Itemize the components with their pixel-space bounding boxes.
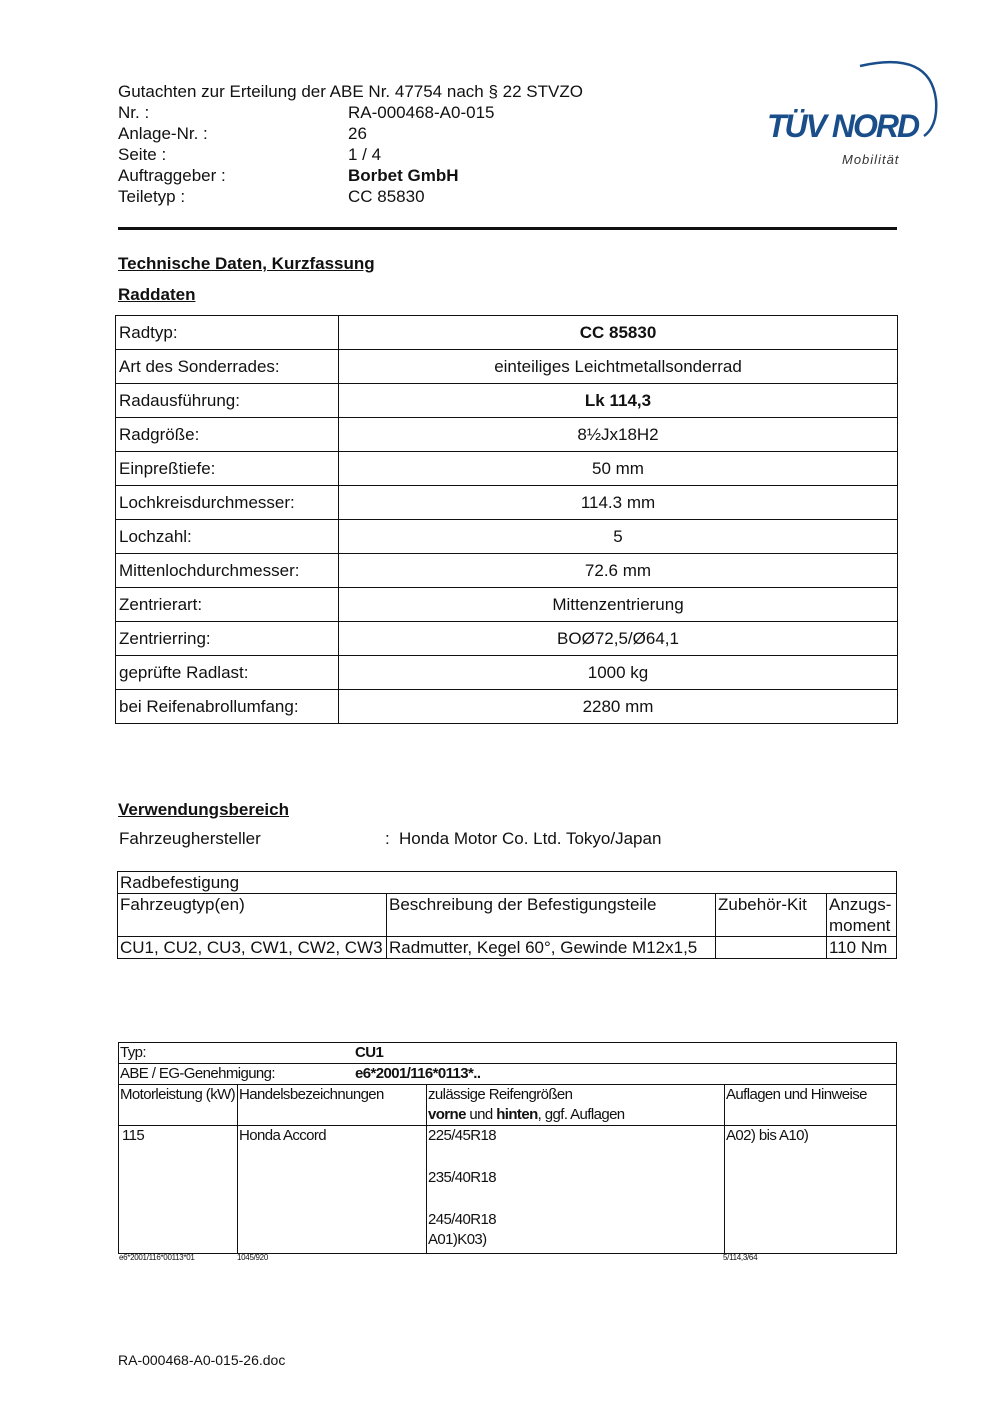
typ-table	[118, 1042, 897, 1254]
row-label: geprüfte Radlast:	[116, 656, 339, 690]
hersteller-value: Honda Motor Co. Ltd. Tokyo/Japan	[399, 829, 662, 848]
row-label: Lochkreisdurchmesser:	[116, 486, 339, 520]
section-verwendungsbereich: Verwendungsbereich	[118, 800, 289, 819]
und-label: und	[465, 1106, 497, 1123]
table-header-row	[119, 1085, 897, 1126]
cell-auflagen: A02) bis A10)	[725, 1126, 897, 1254]
reifen-size: 225/45R18	[428, 1127, 496, 1144]
header-handelsbezeichnungen: Handelsbezeichnungen	[238, 1085, 427, 1126]
row-label: bei Reifenabrollumfang:	[116, 690, 339, 724]
row-value: 114.3 mm	[339, 486, 898, 520]
raddaten-table	[115, 315, 898, 724]
radbefestigung-table	[117, 871, 897, 959]
header-beschreibung: Beschreibung der Befestigungsteile	[387, 894, 716, 937]
auflagen-label: , ggf. Auflagen	[537, 1106, 625, 1123]
row-value: Lk 114,3	[339, 384, 898, 418]
footnote-right: 5/114,3/64	[723, 1253, 758, 1262]
table-row	[116, 520, 898, 554]
header-divider	[118, 227, 897, 230]
field-value-seite: 1 / 4	[348, 145, 382, 164]
header-zubehoer-kit: Zubehör-Kit	[716, 894, 827, 937]
row-value: Mittenzentrierung	[339, 588, 898, 622]
row-value: 2280 mm	[339, 690, 898, 724]
table-row	[116, 384, 898, 418]
table-row	[116, 656, 898, 690]
row-label: Einpreßtiefe:	[116, 452, 339, 486]
vorne-label: vorne	[428, 1106, 466, 1123]
cell-moment: 110 Nm	[827, 937, 897, 959]
table-row	[116, 690, 898, 724]
field-value-nr: RA-000468-A0-015	[348, 103, 495, 122]
footer-filename: RA-000468-A0-015-26.doc	[118, 1352, 286, 1368]
reifen-size: 245/40R18	[428, 1211, 496, 1228]
footnote-mid: 1045/920	[237, 1253, 268, 1262]
field-value-teiletyp: CC 85830	[348, 187, 425, 206]
reifen-size: 235/40R18	[428, 1169, 496, 1186]
row-label: Radgröße:	[116, 418, 339, 452]
table-row	[119, 1126, 897, 1254]
cell-motorleistung: 115	[119, 1126, 238, 1254]
table-row	[118, 937, 897, 959]
field-label-seite: Seite :	[118, 145, 167, 164]
cell-handelsbezeichnung: Honda Accord	[238, 1126, 427, 1254]
table-row	[116, 486, 898, 520]
table-row	[118, 872, 897, 894]
table-row	[119, 1064, 897, 1085]
hinten-label: hinten	[496, 1106, 538, 1123]
hersteller-separator: :	[385, 829, 390, 848]
row-label: Lochzahl:	[116, 520, 339, 554]
hersteller-label: Fahrzeughersteller	[119, 829, 261, 848]
header-reifen-line1: zulässige Reifengrößen	[428, 1086, 573, 1103]
logo-wordmark: TÜV NORD	[767, 108, 919, 144]
row-value: 8½Jx18H2	[339, 418, 898, 452]
row-value: 72.6 mm	[339, 554, 898, 588]
field-label-auftraggeber: Auftraggeber :	[118, 166, 226, 185]
row-value: 1000 kg	[339, 656, 898, 690]
header-anzugsmoment: Anzugs-moment	[827, 894, 897, 937]
field-label-teiletyp: Teiletyp :	[118, 187, 186, 206]
header-fahrzeugtyp: Fahrzeugtyp(en)	[118, 894, 387, 937]
cell-kit	[716, 937, 827, 959]
table-row	[116, 350, 898, 384]
table-row	[119, 1043, 897, 1064]
reifen-note: A01)K03)	[428, 1231, 487, 1248]
section-technische-daten: Technische Daten, Kurzfassung	[118, 254, 375, 273]
befestigung-title: Radbefestigung	[118, 872, 897, 894]
cell-fahrzeugtypen: CU1, CU2, CU3, CW1, CW2, CW3	[118, 937, 387, 959]
cell-reifen	[427, 1126, 725, 1254]
table-row	[116, 418, 898, 452]
row-value: CC 85830	[339, 316, 898, 350]
table-row	[116, 554, 898, 588]
row-value: BOØ72,5/Ø64,1	[339, 622, 898, 656]
section-raddaten: Raddaten	[118, 285, 196, 304]
table-row	[116, 316, 898, 350]
cell-beschreibung: Radmutter, Kegel 60°, Gewinde M12x1,5	[387, 937, 716, 959]
header-reifengroessen	[427, 1085, 725, 1126]
table-row	[116, 452, 898, 486]
table-row	[116, 622, 898, 656]
field-label-anlage: Anlage-Nr. :	[118, 124, 208, 143]
report-title: Gutachten zur Erteilung der ABE Nr. 47754 nach § 22 STVZO	[118, 82, 583, 101]
abe-value: e6*2001/116*0113*..	[355, 1065, 481, 1082]
row-value: 5	[339, 520, 898, 554]
row-label: Zentrierring:	[116, 622, 339, 656]
field-value-auftraggeber: Borbet GmbH	[348, 166, 459, 185]
row-label: Mittenlochdurchmesser:	[116, 554, 339, 588]
typ-value: CU1	[355, 1044, 384, 1061]
row-label: Zentrierart:	[116, 588, 339, 622]
header-motorleistung: Motorleistung (kW)	[119, 1085, 238, 1126]
logo-subtitle: Mobilität	[842, 152, 900, 167]
row-label: Radtyp:	[116, 316, 339, 350]
row-label: Radausführung:	[116, 384, 339, 418]
table-header-row	[118, 894, 897, 937]
table-row	[116, 588, 898, 622]
header-reifen-line2	[428, 1105, 723, 1125]
abe-label: ABE / EG-Genehmigung:	[120, 1065, 275, 1082]
row-value: 50 mm	[339, 452, 898, 486]
row-label: Art des Sonderrades:	[116, 350, 339, 384]
field-label-nr: Nr. :	[118, 103, 150, 122]
header-auflagen: Auflagen und Hinweise	[725, 1085, 897, 1126]
footnote-left: e6*2001/116*00113*01	[119, 1253, 195, 1262]
typ-label: Typ:	[120, 1044, 146, 1061]
row-value: einteiliges Leichtmetallsonderrad	[339, 350, 898, 384]
field-value-anlage: 26	[348, 124, 367, 143]
